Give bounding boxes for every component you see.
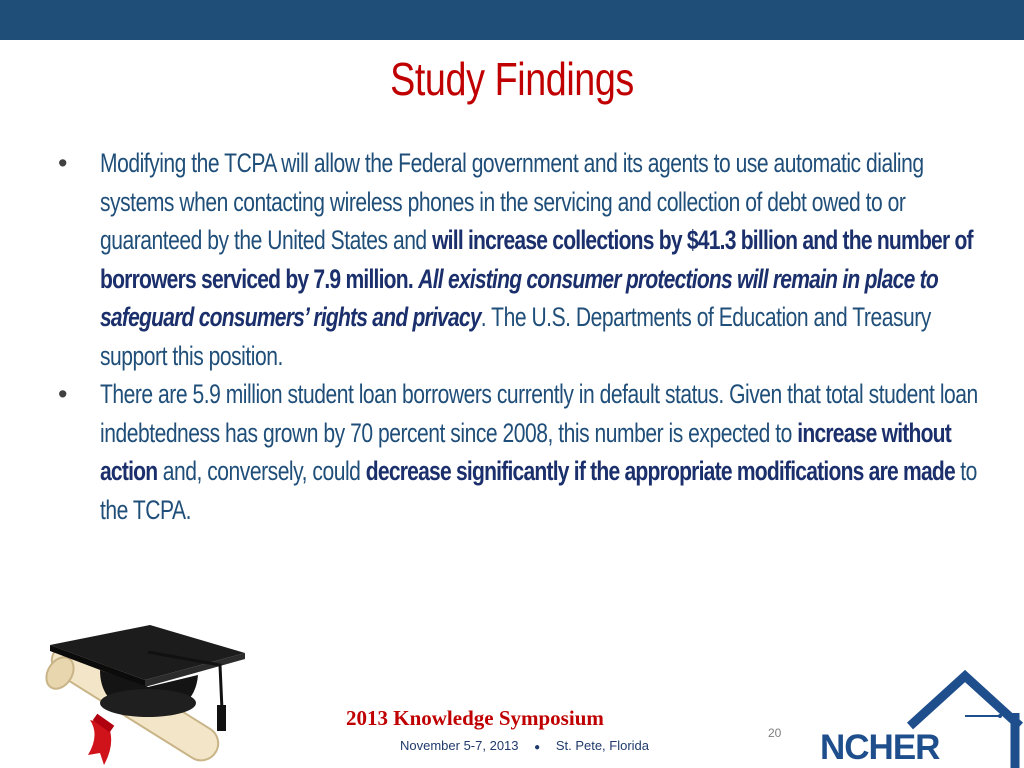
ncher-logo-text: NCHER — [820, 728, 940, 767]
bullet-segment-emphasis: will increase collections by $41.3 billion and the number of borrowers serviced by 7.9 million. — [100, 225, 973, 294]
bullet-dot-icon: • — [58, 148, 67, 178]
bullet-segment: Modifying the TCPA will allow the Federal government and its agents to use automatic dialing systems when contacting wireless phones in the servicing and collection of debt owed to or guaranteed by the United States and — [100, 148, 924, 255]
footer-dates: November 5-7, 2013 — [400, 738, 519, 753]
page-number: 20 — [768, 726, 782, 740]
bullet-dot-icon: • — [58, 379, 67, 409]
bullet-item — [58, 144, 998, 375]
bullet-segment-emphasis: increase without action — [100, 417, 952, 486]
bullet-segment: . The U.S. Departments of Education and Treasury support this position. — [100, 302, 931, 371]
bullet-segment: There are 5.9 million student loan borrowers currently in default status. Given that total student loan indebtedness has grown by 70 percent since 2008, this number is expected to — [100, 379, 978, 448]
bullet-segment: to the TCPA. — [100, 456, 977, 525]
bullet-text — [100, 375, 997, 529]
bullet-item — [58, 375, 998, 529]
bullet-segment-emphasis: All existing consumer protections will remain in place to safeguard consumers’ rights and privacy — [100, 263, 938, 332]
bullet-segment: and, conversely, could — [157, 456, 366, 486]
top-banner-bar — [0, 0, 1024, 40]
footer-event-title: 2013 Knowledge Symposium — [346, 706, 604, 730]
footer-event-details — [400, 738, 649, 753]
footer-separator-icon: ● — [534, 742, 541, 753]
bullet-text — [100, 144, 997, 375]
bullet-list — [58, 144, 998, 529]
slide-title: Study Findings — [390, 53, 634, 105]
footer-location: St. Pete, Florida — [555, 738, 650, 753]
graduation-cap-diploma-icon — [30, 625, 260, 768]
bullet-segment-emphasis: decrease significantly if the appropriate modifications are made — [365, 456, 955, 486]
